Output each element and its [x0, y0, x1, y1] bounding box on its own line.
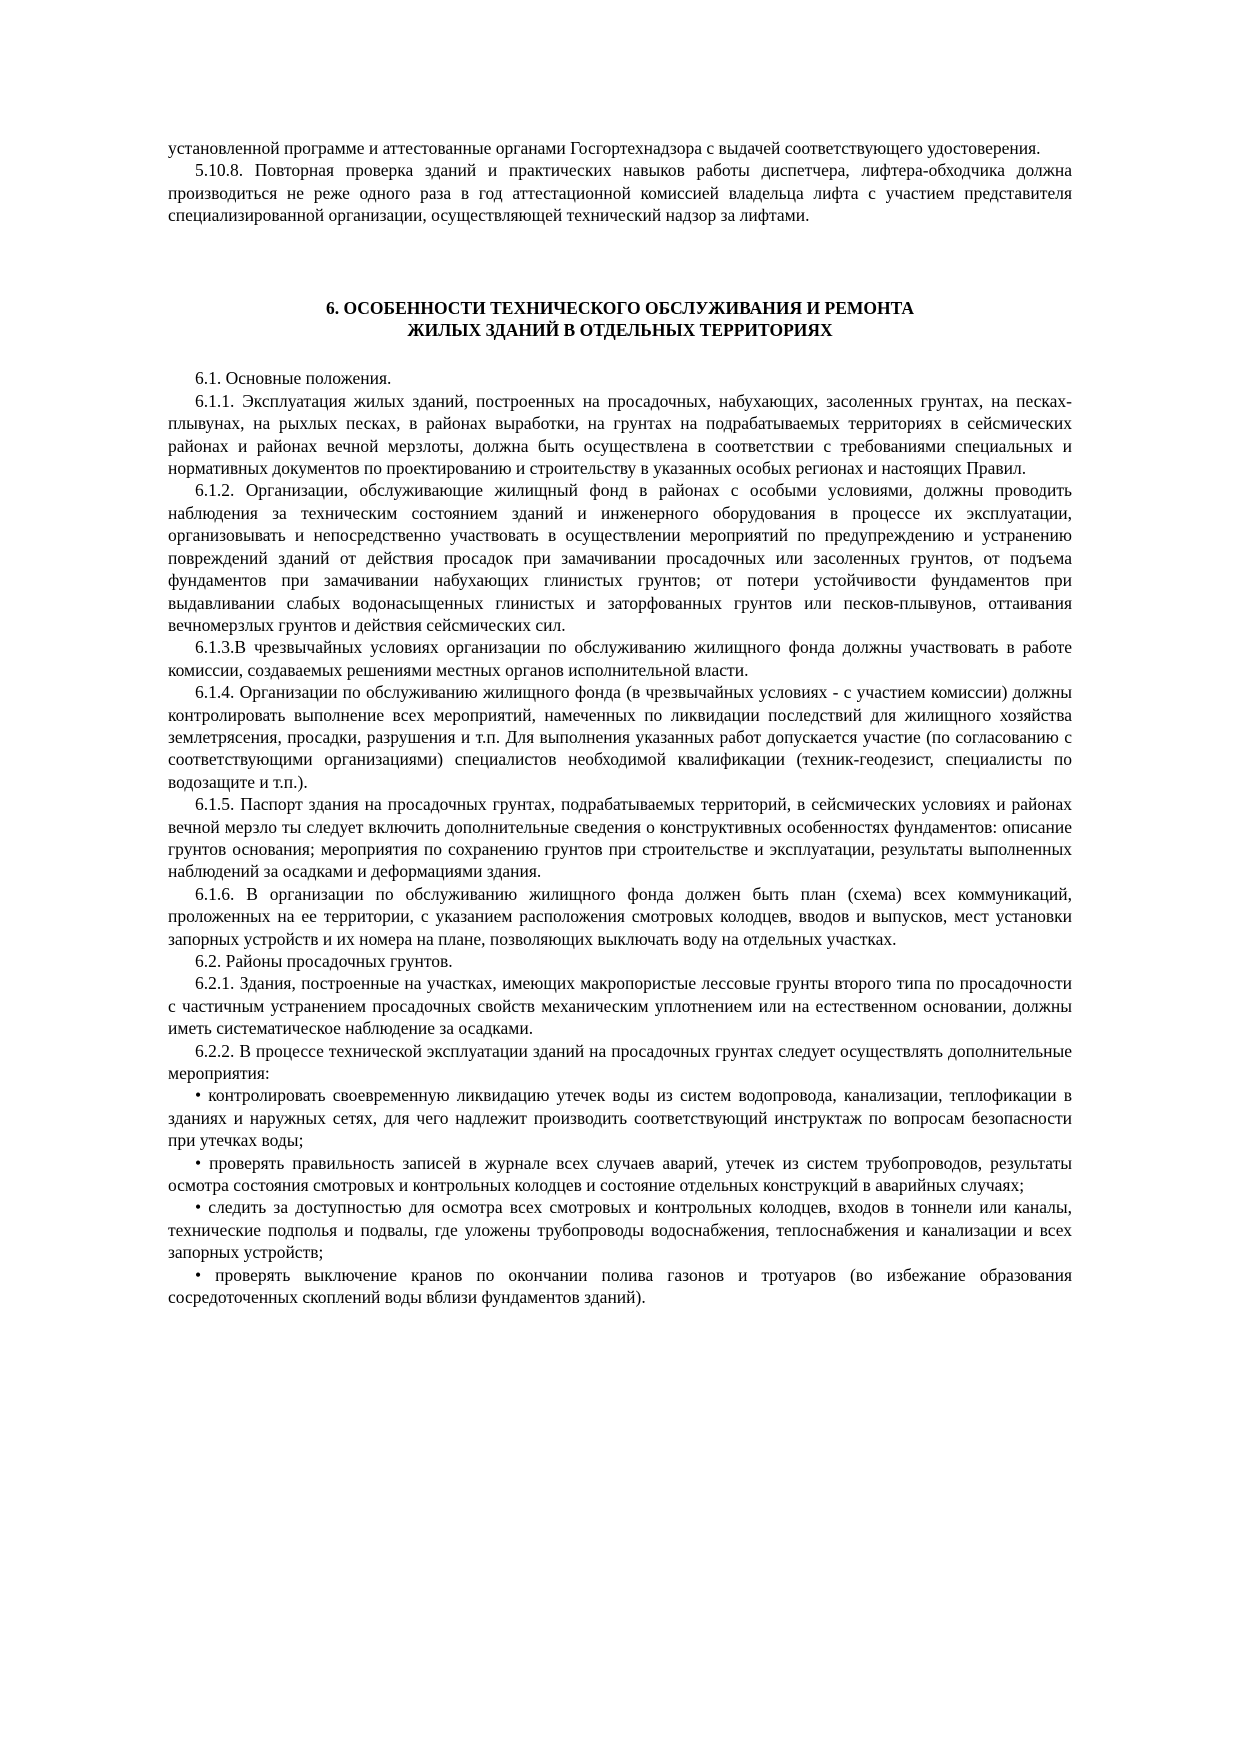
- para-6-1-1: 6.1.1. Эксплуатация жилых зданий, построенных на просадочных, набухающих, засоленных грунтах, на песках-плывунах, на рыхлых песках, в районах выработки, на грунтах на подрабатываемых территориях в сейсмических районах и районах вечной мерзлоты, должна быть осуществлена в соответствии с требованиями специальных и нормативных документов по проектированию и строительству в указанных особых регионах и настоящих Правил.: [168, 390, 1072, 479]
- para-6-1-5: 6.1.5. Паспорт здания на просадочных грунтах, подрабатываемых территорий, в сейсмических условиях и районах вечной мерзло ты следует включить дополнительные сведения о конструктивных особенностях фундаментов: описание грунтов основания; мероприятия по сохранению грунтов при строительстве и эксплуатации, результаты выполненных наблюдений за осадками и деформациями здания.: [168, 794, 1072, 882]
- heading-line-2: ЖИЛЫХ ЗДАНИЙ В ОТДЕЛЬНЫХ ТЕРРИТОРИЯХ: [407, 320, 833, 341]
- para-continuation: установленной программе и аттестованные органами Госгортехнадзора с выдачей соответствующего удостоверения.: [168, 138, 1041, 158]
- para-6-2: 6.2. Районы просадочных грунтов.: [195, 951, 453, 971]
- bullet-item-3: • следить за доступностью для осмотра всех смотровых и контрольных колодцев, входов в тоннели или каналы, технические подполья и подвалы, где уложены трубопроводы водоснабжения, теплоснабжения и канализации и всех запорных устройств;: [168, 1197, 1072, 1263]
- para-6-1-2: 6.1.2. Организации, обслуживающие жилищный фонд в районах с особыми условиями, должны проводить наблюдения за техническим состоянием зданий и инженерного оборудования в процессе их эксплуатации, организовывать и непосредственно участвовать в осуществлении мероприятий по предупреждению и устранению повреждений зданий от действия просадок при замачивании просадочных или засоленных грунтов, от подъема фундаментов при замачивании набухающих глинистых грунтов; от потери устойчивости фундаментов при выдавливании слабых водонасыщенных глинистых и заторфованных грунтов или песков-плывунов, оттаивания вечномерзлых грунтов и действия сейсмических сил.: [168, 480, 1072, 635]
- bullet-item-2: • проверять правильность записей в журнале всех случаев аварий, утечек из систем трубопроводов, результаты осмотра состояния смотровых и контрольных колодцев и состояние отдельных конструкций в аварийных случаях;: [168, 1152, 1072, 1196]
- para-6-1: 6.1. Основные положения.: [195, 368, 392, 389]
- para-6-1-6: 6.1.6. В организации по обслуживанию жилищного фонда должен быть план (схема) всех коммуникаций, проложенных на ее территории, с указанием расположения смотровых колодцев, вводов и выпусков, мест установки запорных устройств и их номера на плане, позволяющих выключать воду на отдельных участках.: [168, 883, 1072, 949]
- para-5-10-8: 5.10.8. Повторная проверка зданий и практических навыков работы диспетчера, лифтера-обходчика должна производиться не реже одного раза в год аттестационной комиссией владельца лифта с участием представителя специализированной организации, осуществляющей технический надзор за лифтами.: [168, 160, 1072, 226]
- heading-line-1: 6. ОСОБЕННОСТИ ТЕХНИЧЕСКОГО ОБСЛУЖИВАНИЯ И РЕМОНТА: [325, 297, 915, 318]
- para-6-1-4: 6.1.4. Организации по обслуживанию жилищного фонда (в чрезвычайных условиях - с участием комиссии) должны контролировать выполнение всех мероприятий, намеченных по ликвидации последствий для жилищного хозяйства землетрясения, просадки, разрушения и т.п. Для выполнения указанных работ допускается участие (по согласованию с соответствующими организациями) специалистов необходимой квалификации (техник-геодезист, специалисты по водозащите и т.п.).: [168, 682, 1072, 792]
- bullet-item-4: • проверять выключение кранов по окончании полива газонов и тротуаров (во избежание образования сосредоточенных скоплений воды вблизи фундаментов зданий).: [168, 1264, 1072, 1308]
- bullet-item-1: • контролировать своевременную ликвидацию утечек воды из систем водопровода, канализации, теплофикации в зданиях и наружных сетях, для чего надлежит производить соответствующий инструктаж по вопросам безопасности при утечках воды;: [168, 1085, 1072, 1151]
- section-6-heading: [168, 297, 1072, 342]
- para-6-2-1: 6.2.1. Здания, построенные на участках, имеющих макропористые лессовые грунты второго типа по просадочности с частичным устранением просадочных свойств механическим уплотнением или на естественном основании, должны иметь систематическое наблюдение за осадками.: [168, 973, 1072, 1039]
- para-6-1-3: 6.1.3.В чрезвычайных условиях организации по обслуживанию жилищного фонда должны участвовать в работе комиссии, создаваемых решениями местных органов исполнительной власти.: [168, 637, 1072, 680]
- para-6-2-2: 6.2.2. В процессе технической эксплуатации зданий на просадочных грунтах следует осуществлять дополнительные мероприятия:: [168, 1040, 1072, 1084]
